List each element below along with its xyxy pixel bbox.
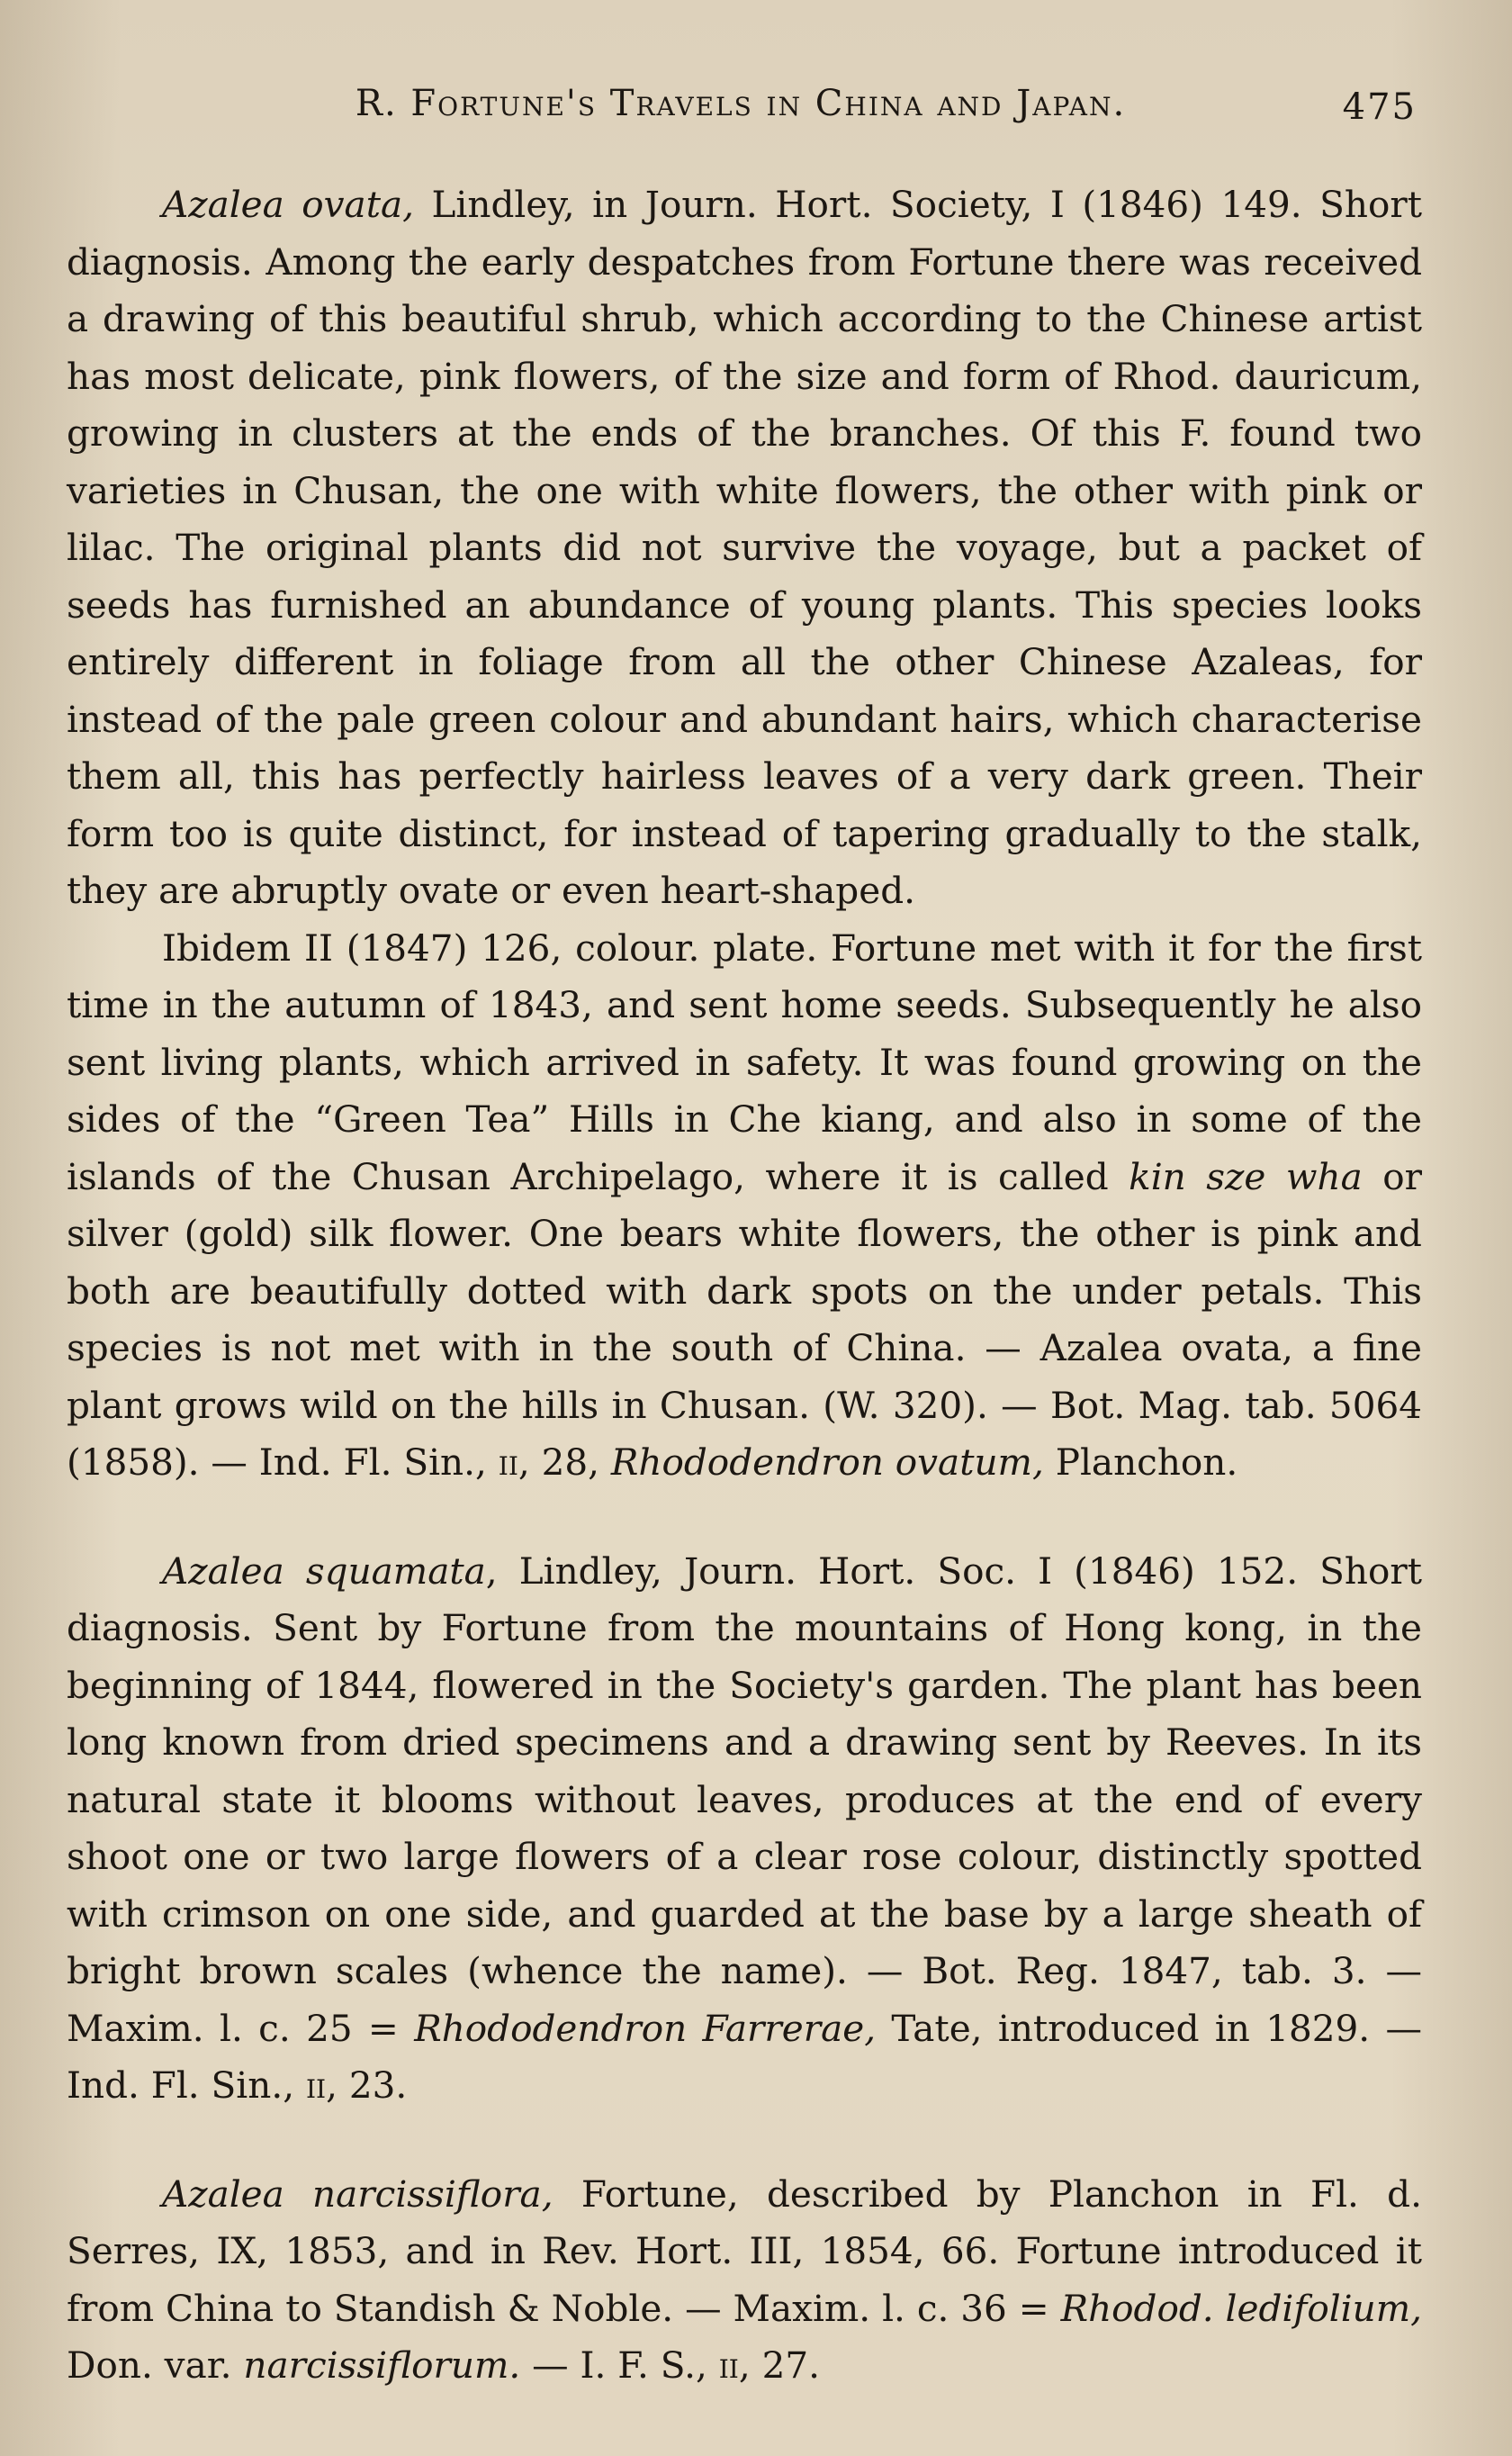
volume-numeral: ii: [498, 1440, 518, 1484]
text-run: — I. F. S.,: [520, 2343, 719, 2387]
text-run: , Lindley, Journ. Hort. Soc. I (1846) 152. Short diagnosis. Sent by Fortune from the mountains of Hong kong, in the beginning of 1844, flowered in the Society's garden. The plant has been long known from dried specimens and a drawing sent by Reeves. In its natural state it blooms without leaves, produces at the end of every shoot one or two large flowers of a clear rose colour, distinctly spotted with crimson on one side, and guarded at the base by a large sheath of bright brown scales (whence the name). — Bot. Reg. 1847, tab. 3. — Maxim. l. c. 25 =: [67, 1549, 1422, 2050]
text-run: , 23.: [326, 2063, 408, 2107]
italic-term: Rhododendron ovatum,: [610, 1440, 1044, 1484]
species-name: Azalea squamata: [162, 1549, 486, 1593]
text-run: or silver (gold) silk flower. One bears white flowers, the other is pink and both are beautifully dotted with dark spots on the under petals. This species is not met with in the south of China. — Azalea ovata, a fine plant grows wild on the hills in Chusan. (W. 320). — Bot. Mag. tab. 5064 (1858). — Ind. Fl. Sin.,: [67, 1154, 1422, 1484]
volume-numeral: ii: [718, 2343, 739, 2387]
entry-azalea-narcissiflora: [67, 2166, 1422, 2395]
paragraph: [67, 176, 1422, 920]
text-run: Ibidem II (1847) 126, colour. plate. Fortune met with it for the first time in the autumn of 1843, and sent home seeds. Subsequently he also sent living plants, which arrived in safety. It was found growing on the sides of the “Green Tea” Hills in Che kiang, and also in some of the islands of the Chusan Archipelago, where it is called: [67, 926, 1422, 1198]
text-run: , 28,: [518, 1440, 611, 1484]
paragraph: [67, 920, 1422, 1492]
entry-azalea-squamata: [67, 1543, 1422, 2115]
paragraph: [67, 2166, 1422, 2395]
paragraph-text: Lindley, in Journ. Hort. Society, I (1846) 149. Short diagnosis. Among the early despatches from Fortune there was received a drawing of this beautiful shrub, which according to the Chinese artist has most delicate, pink flowers, of the size and form of Rhod. dauricum, growing in clusters at the ends of the branches. Of this F. found two varieties in Chusan, the one with white flowers, the other with pink or lilac. The original plants did not survive the voyage, but a packet of seeds has furnished an abundance of young plants. This species looks entirely different in foliage from all the other Chinese Azaleas, for instead of the pale green colour and abundant hairs, which characterise them all, this has perfectly hairless leaves of a very dark green. Their form too is quite distinct, for instead of tapering gradually to the stalk, they are abruptly ovate or even heart-shaped.: [67, 183, 1423, 912]
running-title: R. Fortune's Travels in China and Japan.: [355, 83, 1127, 124]
volume-numeral: ii: [305, 2063, 327, 2107]
entry-azalea-ovata: [67, 176, 1422, 1492]
text-run: Don. var.: [67, 2343, 244, 2387]
running-head: [65, 83, 1417, 146]
page-number: 475: [1342, 86, 1417, 128]
species-name: Azalea narcissiflora,: [162, 2172, 554, 2216]
italic-term: kin sze wha: [1129, 1154, 1363, 1198]
italic-term: Rhododendron Farrerae,: [414, 2006, 877, 2050]
paragraph: [67, 1543, 1422, 2115]
species-name: Azalea ovata,: [162, 183, 415, 226]
page-body: [67, 176, 1422, 2395]
text-run: Fortune, described by Planchon in Fl. d. Serres, IX, 1853, and in Rev. Hort. III, 1854, 66. Fortune introduced it from China to Standish & Noble. — Maxim. l. c. 36 =: [67, 2172, 1422, 2330]
text-run: Planchon.: [1043, 1440, 1238, 1484]
text-run: , 27.: [738, 2343, 820, 2387]
italic-term: Rhodod. ledifolium,: [1060, 2286, 1422, 2330]
text-run: Tate, introduced in 1829. — Ind. Fl. Sin.,: [67, 2006, 1422, 2107]
italic-term: narcissiflorum.: [243, 2343, 521, 2387]
